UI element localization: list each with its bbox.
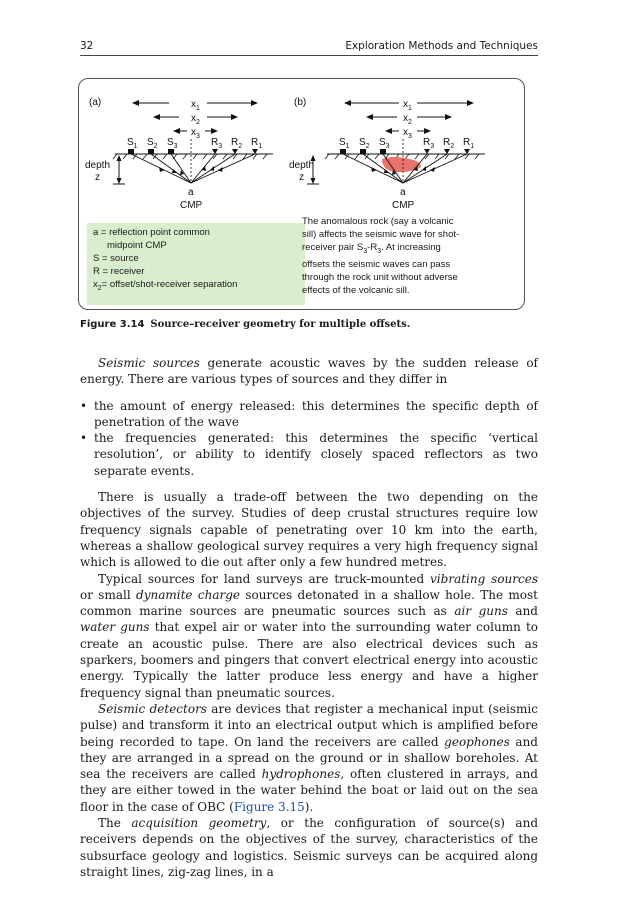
- source-label-s3: $S_3$: [167, 137, 178, 150]
- receiver-label-r2: $R_2$: [443, 137, 455, 150]
- figure-caption: [80, 318, 410, 330]
- source-marker: [360, 149, 366, 154]
- source-label-s1: $S_1$: [339, 137, 350, 150]
- panel-b-tag: (b): [294, 97, 307, 108]
- source-label-s2: $S_2$: [147, 137, 158, 150]
- note-line: sill) affects the seismic wave for shot-: [302, 229, 460, 240]
- caption-label: Figure 3.14: [80, 319, 145, 330]
- figure-3-14: [78, 78, 525, 310]
- receiver-label-r3: $R_3$: [211, 137, 223, 150]
- note-line: receiver pair $S_3-R_3$. At increasing: [302, 242, 441, 255]
- receiver-label-r1: $R_1$: [463, 137, 475, 150]
- caption-text: Source–receiver geometry for multiple offsets.: [150, 319, 411, 330]
- running-title: Exploration Methods and Techniques: [345, 40, 538, 52]
- legend-line: S = source: [93, 253, 139, 264]
- x2-label: $x_2$: [403, 113, 412, 126]
- reflection-point-label: a: [188, 187, 194, 198]
- depth-z-label: z: [95, 172, 100, 183]
- cmp-label: CMP: [180, 200, 203, 211]
- legend-line: R = receiver: [93, 266, 145, 277]
- legend-line: $x_2=$ offset/shot-receiver separation: [93, 279, 238, 292]
- legend-line: midpoint CMP: [107, 240, 167, 251]
- reflection-point-label: a: [400, 187, 406, 198]
- paragraph: There is usually a trade-off between the two depending on the objectives of the survey. Studies of deep crustal structures require low frequency signals capable of penetrating over 10 km into the earth, whereas a shallow geological survey requires a very high frequency signal which is allowed to die out after only a few hundred metres.: [80, 490, 538, 570]
- receiver-label-r3: $R_3$: [423, 137, 435, 150]
- note-line: offsets the seismic waves can pass: [302, 258, 451, 270]
- source-label-s1: $S_1$: [127, 137, 138, 150]
- ray-path: [191, 154, 215, 183]
- paragraph: Typical sources for land surveys are truck-mounted vibrating sources or small dynamite charge sources detonated in a shallow hole. The most common marine sources are pneumatic sources such as air guns and water guns that expel air or water into the surrounding water column to create an acoustic pulse. There are also electrical devices such as sparkers, boomers and pingers that convert electrical energy into acoustic energy. Typically the latter produce less energy and have a higher frequency signal than pneumatic sources.: [80, 571, 538, 700]
- panel-a-tag: (a): [89, 97, 102, 108]
- source-marker: [128, 149, 134, 154]
- depth-label: depth: [85, 160, 111, 171]
- source-marker: [168, 149, 174, 154]
- ray-arrowheads: [202, 166, 223, 172]
- note-line: The anomalous rock (say a volcanic: [302, 216, 454, 227]
- source-label-s2: $S_2$: [359, 137, 370, 150]
- header-rule: [80, 55, 538, 56]
- figure-legend: [87, 223, 305, 305]
- paragraph: The acquisition geometry, or the configuration of source(s) and receivers depends on the objectives of the survey, characteristics of the subsurface geology and logistics. Seismic surveys can be acquired along straight lines, zig-zag lines, in a: [80, 816, 538, 879]
- panel-b: [289, 97, 485, 211]
- body-text: [80, 355, 538, 880]
- list-item: • the amount of energy released: this determines the specific depth of penetration of the wave: [80, 398, 538, 429]
- cmp-label: CMP: [392, 200, 415, 211]
- depth-z-label: z: [299, 172, 304, 183]
- bullet-list: [80, 398, 538, 479]
- figure-note: [302, 215, 512, 297]
- source-marker: [340, 149, 346, 154]
- receiver-label-r2: $R_2$: [231, 137, 243, 150]
- depth-label: depth: [289, 160, 315, 171]
- source-label-s3: $S_3$: [379, 137, 390, 150]
- x1-label: $x_1$: [403, 99, 412, 112]
- note-line: effects of the volcanic sill.: [302, 284, 410, 296]
- note-line: through the rock unit without adverse: [302, 271, 458, 283]
- paragraph: Seismic sources generate acoustic waves by the sudden release of energy. There are various types of sources and they differ in: [80, 356, 539, 387]
- ray-arrowheads: [414, 166, 435, 172]
- running-header: [80, 40, 538, 56]
- ray-path: [191, 154, 255, 183]
- ray-path: [151, 154, 191, 183]
- page-number: 32: [80, 40, 94, 52]
- source-marker: [380, 149, 386, 154]
- x3-label: $x_3$: [191, 127, 200, 140]
- x3-label: $x_3$: [403, 127, 412, 140]
- x1-label: $x_1$: [191, 99, 200, 112]
- list-item: • the frequencies generated: this determines the specific ‘vertical resolution’, or ability to identify closely spaced reflectors as two separate events.: [80, 431, 538, 478]
- legend-line: a = reflection point common: [93, 227, 210, 238]
- source-marker: [148, 149, 154, 154]
- paragraph: Seismic detectors are devices that register a mechanical input (seismic pulse) and transform it into an electrical output which is amplified before being recorded to tape. On land the receivers are called geophones and they are arranged in a spread on the ground or in shallow boreholes. At sea the receivers are called hydrophones, often clustered in arrays, and they are either towed in the water behind the boat or laid out on the sea floor in the case of OBC (Figure 3.15).: [80, 701, 538, 814]
- figure-link[interactable]: Figure 3.15: [233, 799, 305, 814]
- panel-a: [85, 97, 273, 211]
- x2-label: $x_2$: [191, 113, 200, 126]
- receiver-label-r1: $R_1$: [251, 137, 263, 150]
